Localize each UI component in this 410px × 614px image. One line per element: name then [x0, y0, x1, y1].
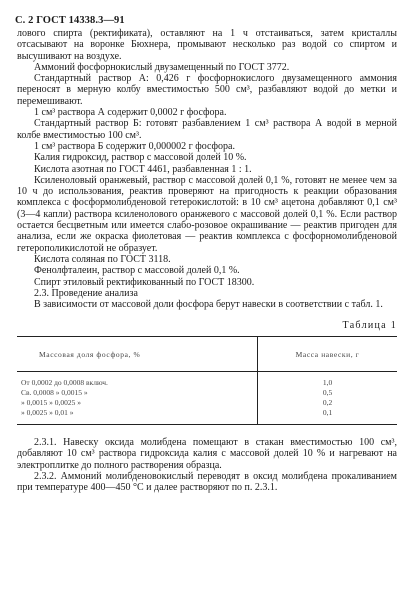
- page-header: С. 2 ГОСТ 14338.3—91: [15, 15, 125, 26]
- paragraph: Стандартный раствор Б: готовят разбавлением 1 см³ раствора А водой в мерной колбе вместимостью 100 см³.: [17, 118, 397, 141]
- paragraph: 1 см³ раствора Б содержит 0,000002 г фосфора.: [34, 140, 235, 152]
- table-cell: » 0,0015 » 0,0025 »: [21, 398, 81, 408]
- paragraph: 1 см³ раствора А содержит 0,0002 г фосфора.: [34, 107, 227, 119]
- section-after-table: [17, 437, 397, 493]
- paragraph: 2.3.1. Навеску оксида молибдена помещают в стакан вместимостью 100 см³, добавляют 10 см³ раствора гидроксида калия с массовой долей 10 % и нагревают на электроплитке до полного растворения образца.: [17, 437, 397, 471]
- data-table: [17, 336, 397, 425]
- paragraph: Фенолфталеин, раствор с массовой долей 0,1 %.: [34, 265, 240, 277]
- paragraph: Кислота соляная по ГОСТ 3118.: [34, 253, 171, 265]
- paragraph: 2.3.2. Аммоний молибденовокислый переводят в оксид молибдена прокаливанием при температуре 400—450 °C и далее растворяют по п. 2.3.1.: [17, 470, 397, 494]
- section-heading: 2.3. Проведение анализа: [34, 287, 138, 299]
- table-header-row: [17, 336, 397, 371]
- table-cell: 1,0: [258, 372, 398, 389]
- table-row: [17, 398, 397, 408]
- paragraph: Стандартный раствор А: 0,426 г фосфорнокислого двузамещенного аммония переносят в мерную колбу вместимостью 500 см³, разбавляют водой до метки и перемешивают.: [17, 73, 397, 107]
- document-body: [17, 28, 397, 494]
- column-header: Массовая доля фосфора, %: [17, 336, 258, 371]
- table-cell: 0,2: [258, 398, 398, 408]
- table-cell: 0,1: [258, 408, 398, 425]
- table-cell: От 0,0002 до 0,0008 включ.: [21, 378, 108, 388]
- table-row: [17, 388, 397, 398]
- paragraph: Ксиленоловый оранжевый, раствор с массовой долей 0,1 %, готовят не менее чем за 10 ч до использования, реактив проверяют на пригодность к реакции образования комплекса с фосформолибденовой гетерокислотой: в 10 см³ ацетона добавляют 0,1 см³ (3—4 капли) раствора ксиленолового оранжевого с массовой долей 0,1 %. Если раствор остается бесцветным или имеется слабо-розовое окрашивание — реактив пригоден для анализа, если же окраска фиолетовая — реактив комплекса с фосфорномолибденовой гетерополикислотой не образует.: [17, 174, 397, 254]
- paragraph: Калия гидроксид, раствор с массовой долей 10 %.: [34, 152, 247, 164]
- table-cell: 0,5: [258, 388, 398, 398]
- table-row: [17, 372, 397, 389]
- paragraph: лового спирта (ректификата), оставляют на 1 ч отстаиваться, затем кристаллы отсасывают на воронке Бюхнера, промывают несколько раз водой со спиртом и высушивают на воздухе.: [17, 28, 397, 62]
- table-cell: Св. 0,0008 » 0,0015 »: [21, 388, 88, 398]
- table-caption: Таблица 1: [342, 320, 397, 332]
- table-row: [17, 408, 397, 425]
- paragraph: Аммоний фосфорнокислый двузамещенный по ГОСТ 3772.: [34, 61, 290, 73]
- paragraph: В зависимости от массовой доли фосфора берут навески в соответствии с табл. 1.: [34, 299, 383, 311]
- column-header: Масса навески, г: [258, 336, 398, 371]
- paragraph: Спирт этиловый ректификованный по ГОСТ 18300.: [34, 276, 255, 288]
- paragraph: Кислота азотная по ГОСТ 4461, разбавленная 1 : 1.: [34, 163, 252, 175]
- table-cell: » 0,0025 » 0,01 »: [17, 408, 258, 425]
